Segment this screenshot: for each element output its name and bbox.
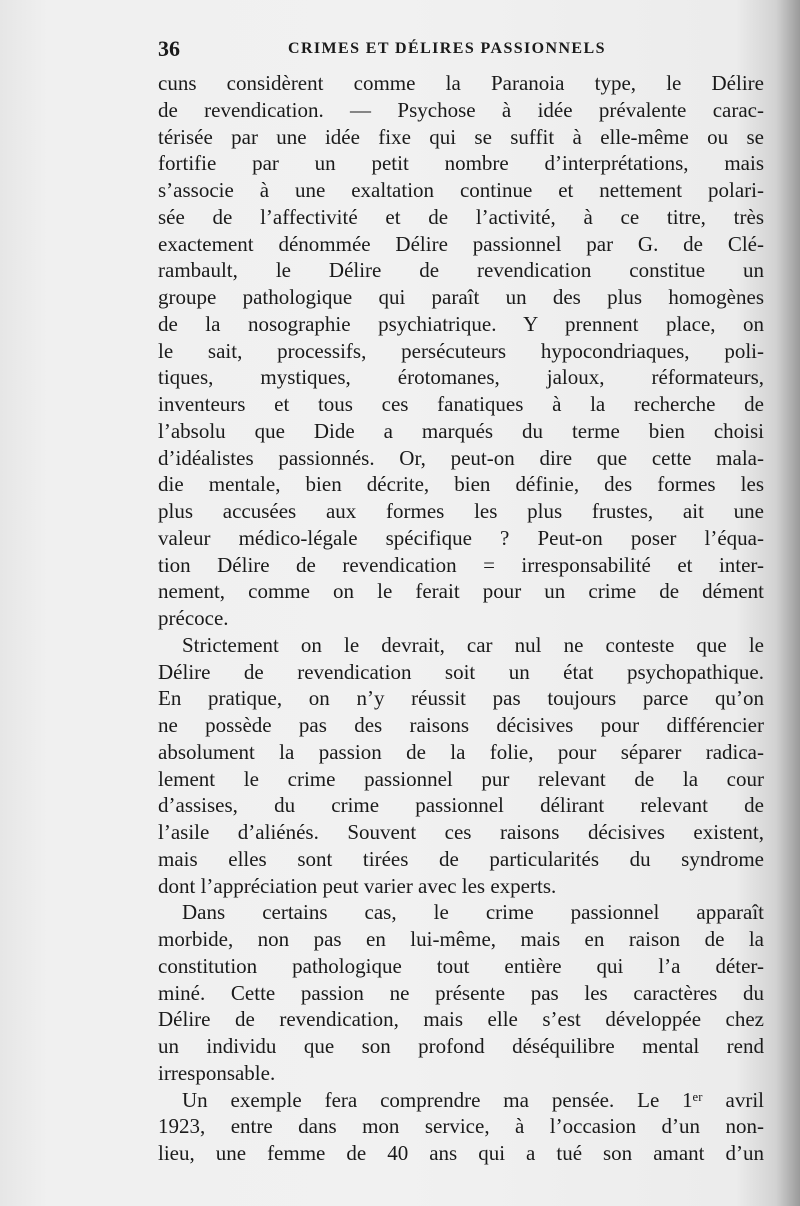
text-line: morbide, non pas en lui-même, mais en raison de la	[158, 927, 764, 951]
paragraph	[158, 899, 764, 1086]
text-line: inventeurs et tous ces fanatiques à la recherche de	[158, 392, 764, 416]
text-line: valeur médico-légale spécifique ? Peut-on poser l’équa-	[158, 525, 764, 550]
text-line: de la nosographie psychiatrique. Y prennent place, on	[158, 311, 764, 336]
text-line: constitution pathologique tout entière qui l’a déter-	[158, 953, 764, 978]
running-head	[158, 36, 764, 64]
page-number: 36	[158, 36, 180, 61]
text-line: s’associe à une exaltation continue et nettement polari-	[158, 178, 764, 202]
text-line: fortifie par un petit nombre d’interprétations, mais	[158, 151, 764, 176]
text-line: tion Délire de revendication = irresponsabilité et inter-	[158, 552, 764, 577]
text-line: groupe pathologique qui paraît un des plus homogènes	[158, 285, 764, 309]
text-line: un individu que son profond déséquilibre mental rend	[158, 1034, 764, 1058]
text-line: de revendication. — Psychose à idée prévalente carac-	[158, 97, 764, 122]
text-line: rambault, le Délire de revendication constitue un	[158, 258, 764, 283]
text-line: le sait, processifs, persécuteurs hypocondriaques, poli-	[158, 338, 764, 363]
text-line: Délire de revendication soit un état psychopathique.	[158, 659, 764, 684]
body-text	[158, 70, 764, 1167]
text-line: mais elles sont tirées de particularités du syndrome	[158, 846, 764, 871]
text-line: Délire de revendication, mais elle s’est développée chez	[158, 1007, 764, 1032]
text-line: Dans certains cas, le crime passionnel apparaît	[182, 900, 764, 925]
text-line: d’assises, du crime passionnel délirant relevant de	[158, 793, 764, 818]
text-line: ne possède pas des raisons décisives pour différencier	[158, 713, 764, 737]
text-line: exactement dénommée Délire passionnel par G. de Clé-	[158, 231, 764, 256]
paragraph	[158, 1087, 764, 1167]
paragraph	[158, 632, 764, 900]
text-line: dont l’appréciation peut varier avec les experts.	[158, 873, 557, 898]
text-line: Strictement on le devrait, car nul ne conteste que le	[182, 632, 764, 657]
text-line: miné. Cette passion ne présente pas les caractères du	[158, 980, 764, 1005]
text-line: irresponsable.	[158, 1060, 276, 1085]
text-line: 1923, entre dans mon service, à l’occasion d’un non-	[158, 1114, 764, 1139]
text-line: Un exemple fera comprendre ma pensée. Le 1ᵉʳ avril	[182, 1087, 764, 1112]
text-line: sée de l’affectivité et de l’activité, à ce titre, très	[158, 204, 764, 229]
text-line: précoce.	[158, 606, 229, 630]
text-line: plus accusées aux formes les plus frustes, ait une	[158, 499, 764, 523]
text-line: lement le crime passionnel pur relevant de la cour	[158, 766, 764, 791]
paragraph	[158, 70, 764, 632]
text-line: nement, comme on le ferait pour un crime de dément	[158, 579, 764, 604]
text-line: die mentale, bien décrite, bien définie, des formes les	[158, 472, 764, 497]
text-line: térisée par une idée fixe qui se suffit à elle-même ou se	[158, 124, 764, 149]
text-line: d’idéalistes passionnés. Or, peut-on dire que cette mala-	[158, 445, 764, 470]
text-line: lieu, une femme de 40 ans qui a tué son amant d’un	[158, 1141, 764, 1165]
text-line: absolument la passion de la folie, pour séparer radica-	[158, 739, 764, 764]
text-line: cuns considèrent comme la Paranoia type, le Délire	[158, 71, 764, 95]
text-line: l’asile d’aliénés. Souvent ces raisons décisives existent,	[158, 820, 764, 844]
text-line: l’absolu que Dide a marqués du terme bien choisi	[158, 418, 764, 443]
running-title: CRIMES ET DÉLIRES PASSIONNELS	[288, 40, 606, 57]
text-line: En pratique, on n’y réussit pas toujours parce qu’on	[158, 686, 764, 711]
text-line: tiques, mystiques, érotomanes, jaloux, réformateurs,	[158, 365, 764, 390]
